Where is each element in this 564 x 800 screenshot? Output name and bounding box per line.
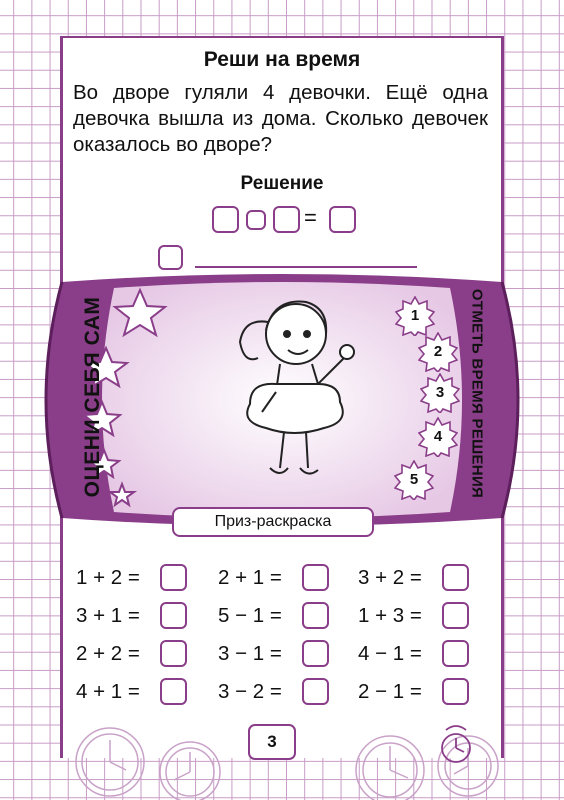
time-badge-label: 5: [409, 471, 419, 488]
rate-yourself-label: ОЦЕНИ СЕБЯ САМ: [81, 296, 104, 498]
exercise-3-1: 2 + 2 =: [76, 642, 140, 665]
time-badge-label: 3: [435, 384, 445, 401]
equation-operator-box[interactable]: [246, 210, 266, 230]
answer-line[interactable]: [195, 266, 417, 268]
exercise-4-3: 2 − 1 =: [358, 680, 422, 703]
exercise-2-3: 1 + 3 =: [358, 604, 422, 627]
exercise-4-2: 3 − 2 =: [218, 680, 282, 703]
time-badge-2[interactable]: [418, 332, 458, 372]
self-assessment-banner: [44, 272, 520, 528]
equation-equals-sign: =: [304, 205, 317, 230]
page-number: 3: [248, 724, 296, 760]
solution-label: Решение: [240, 173, 324, 194]
exercise-2-2: 5 − 1 =: [218, 604, 282, 627]
exercise-1-1: 1 + 2 =: [76, 566, 140, 589]
exercise-answer-box[interactable]: [302, 602, 329, 629]
exercise-answer-box[interactable]: [160, 678, 187, 705]
task-title: Реши на время: [203, 48, 361, 71]
mark-solving-time-label: ОТМЕТЬ ВРЕМЯ РЕШЕНИЯ: [468, 288, 486, 499]
exercise-answer-box[interactable]: [442, 564, 469, 591]
time-badge-1[interactable]: [395, 296, 435, 336]
equation-result-box[interactable]: [329, 206, 356, 233]
exercise-answer-box[interactable]: [302, 564, 329, 591]
time-badge-4[interactable]: [418, 417, 458, 457]
exercise-answer-box[interactable]: [160, 564, 187, 591]
time-badge-label: 4: [433, 428, 443, 445]
exercise-1-2: 2 + 1 =: [218, 566, 282, 589]
time-badge-5[interactable]: [394, 460, 434, 500]
time-badge-label: 1: [410, 307, 420, 324]
time-badge-label: 2: [433, 343, 443, 360]
exercise-answer-box[interactable]: [442, 678, 469, 705]
prize-coloring-label: Приз-раскраска: [172, 507, 374, 537]
problem-text: Во дворе гуляли 4 девочки. Ещё одна девочка вышла из дома. Сколько девочек оказалось во дворе?: [73, 81, 488, 156]
equation-operand-1-box[interactable]: [212, 206, 239, 233]
time-badge-3[interactable]: [420, 373, 460, 413]
exercise-answer-box[interactable]: [442, 640, 469, 667]
exercise-answer-box[interactable]: [442, 602, 469, 629]
answer-number-box[interactable]: [158, 245, 183, 270]
exercise-2-1: 3 + 1 =: [76, 604, 140, 627]
exercise-answer-box[interactable]: [302, 640, 329, 667]
equation-operand-2-box[interactable]: [273, 206, 300, 233]
exercise-answer-box[interactable]: [160, 602, 187, 629]
exercise-answer-box[interactable]: [302, 678, 329, 705]
exercise-4-1: 4 + 1 =: [76, 680, 140, 703]
exercise-1-3: 3 + 2 =: [358, 566, 422, 589]
exercise-3-3: 4 − 1 =: [358, 642, 422, 665]
exercise-3-2: 3 − 1 =: [218, 642, 282, 665]
exercise-answer-box[interactable]: [160, 640, 187, 667]
